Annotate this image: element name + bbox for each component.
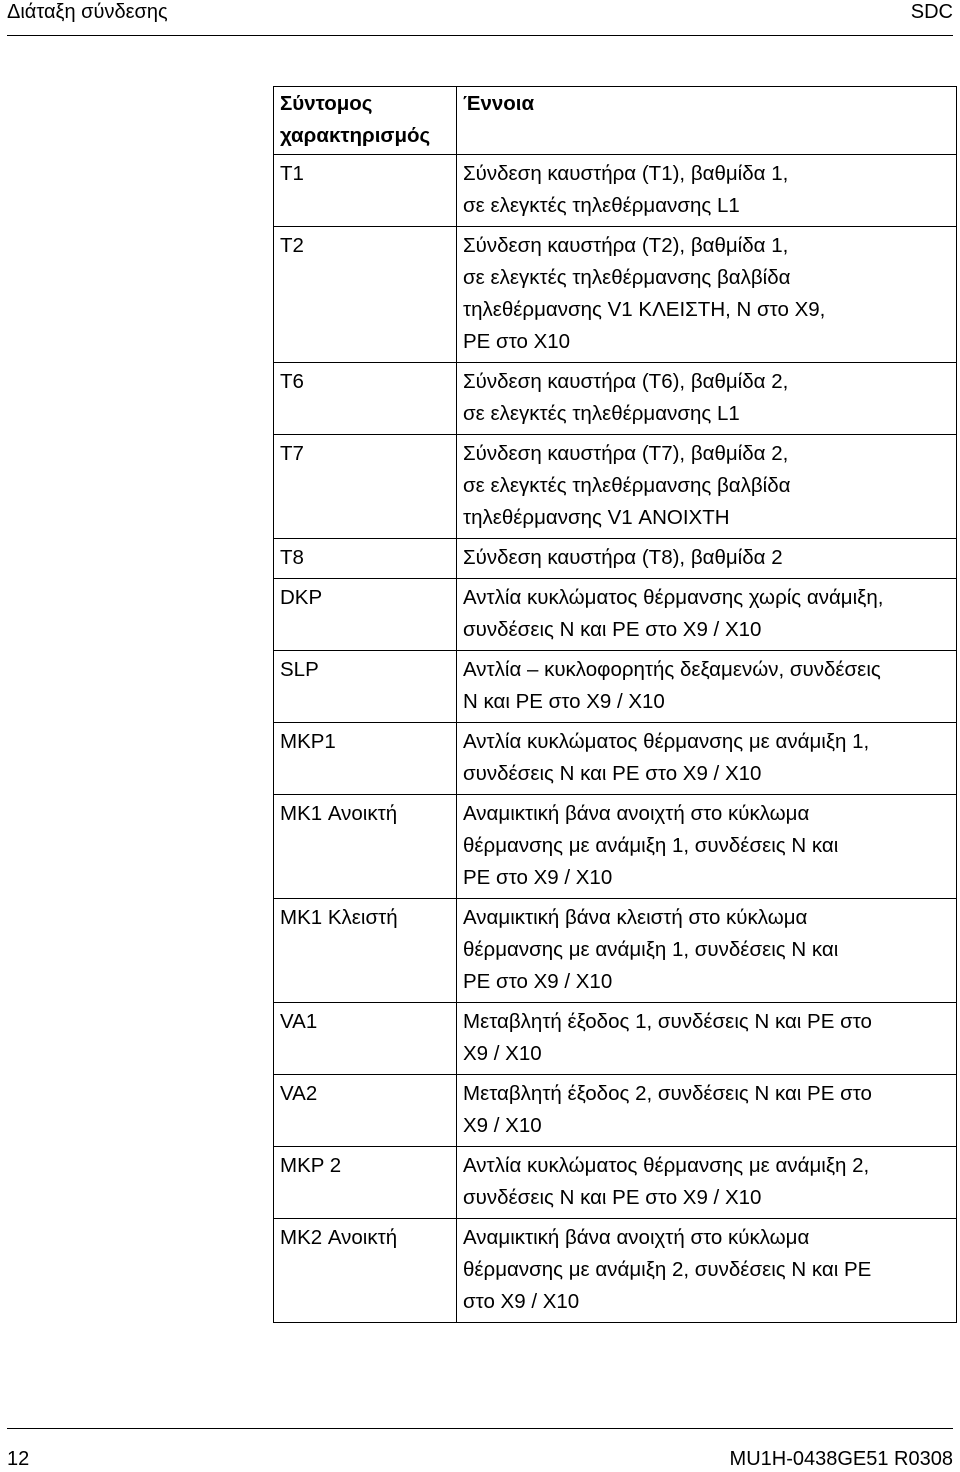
section-title: Διάταξη σύνδεσης: [7, 1, 168, 23]
table-row: [274, 155, 957, 227]
table-row: [274, 227, 957, 363]
page-number: 12: [7, 1448, 30, 1470]
term-cell: T7: [274, 435, 457, 539]
meaning-cell: Αναμικτική βάνα κλειστή στο κύκλωμα θέρμανσης με ανάμιξη 1, συνδέσεις N και PE στο X9 / X10: [457, 899, 957, 1003]
device-name: SDC: [910, 1, 953, 23]
table-row: [274, 579, 957, 651]
footer-divider: [7, 1428, 953, 1429]
table-row: [274, 363, 957, 435]
table-header-row: [274, 87, 957, 155]
meaning-cell: Αντλία κυκλώματος θέρμανσης χωρίς ανάμιξη, συνδέσεις N και PE στο X9 / X10: [457, 579, 957, 651]
meaning-cell: Σύνδεση καυστήρα (T7), βαθμίδα 2, σε ελεγκτές τηλεθέρμανσης βαλβίδα τηλεθέρμανσης V1 ΑΝΟΙΧΤΗ: [457, 435, 957, 539]
connection-legend-table: [273, 86, 957, 1323]
column-header-meaning: Έννοια: [457, 87, 957, 155]
table-row: [274, 1003, 957, 1075]
meaning-cell: Αντλία κυκλώματος θέρμανσης με ανάμιξη 2, συνδέσεις N και PE στο X9 / X10: [457, 1147, 957, 1219]
term-cell: T1: [274, 155, 457, 227]
column-header-term: Σύντομος χαρακτηρισμός: [274, 87, 457, 155]
term-cell: SLP: [274, 651, 457, 723]
meaning-cell: Σύνδεση καυστήρα (T8), βαθμίδα 2: [457, 539, 957, 579]
meaning-cell: Μεταβλητή έξοδος 1, συνδέσεις N και PE στο X9 / X10: [457, 1003, 957, 1075]
table-row: [274, 539, 957, 579]
meaning-cell: Σύνδεση καυστήρα (T1), βαθμίδα 1, σε ελεγκτές τηλεθέρμανσης L1: [457, 155, 957, 227]
term-cell: T8: [274, 539, 457, 579]
term-cell: VA2: [274, 1075, 457, 1147]
meaning-cell: Σύνδεση καυστήρα (T2), βαθμίδα 1, σε ελεγκτές τηλεθέρμανσης βαλβίδα τηλεθέρμανσης V1 ΚΛΕΙΣΤΗ, N στο X9, PE στο X10: [457, 227, 957, 363]
table-row: [274, 651, 957, 723]
term-cell: T6: [274, 363, 457, 435]
term-cell: MKP1: [274, 723, 457, 795]
header-divider: [7, 35, 953, 36]
meaning-cell: Αντλία – κυκλοφορητής δεξαμενών, συνδέσεις N και PE στο X9 / X10: [457, 651, 957, 723]
term-cell: VA1: [274, 1003, 457, 1075]
term-cell: DKP: [274, 579, 457, 651]
table-row: [274, 723, 957, 795]
term-cell: MK1 Ανοικτή: [274, 795, 457, 899]
meaning-cell: Αναμικτική βάνα ανοιχτή στο κύκλωμα θέρμανσης με ανάμιξη 1, συνδέσεις N και PE στο X9 / X10: [457, 795, 957, 899]
term-cell: MK1 Κλειστή: [274, 899, 457, 1003]
meaning-cell: Αναμικτική βάνα ανοιχτή στο κύκλωμα θέρμανσης με ανάμιξη 2, συνδέσεις N και PE στο X9 / X10: [457, 1219, 957, 1323]
meaning-cell: Αντλία κυκλώματος θέρμανσης με ανάμιξη 1, συνδέσεις N και PE στο X9 / X10: [457, 723, 957, 795]
meaning-cell: Σύνδεση καυστήρα (T6), βαθμίδα 2, σε ελεγκτές τηλεθέρμανσης L1: [457, 363, 957, 435]
table-row: [274, 1075, 957, 1147]
document-code: MU1H-0438GE51 R0308: [729, 1448, 953, 1470]
table-row: [274, 435, 957, 539]
meaning-cell: Μεταβλητή έξοδος 2, συνδέσεις N και PE στο X9 / X10: [457, 1075, 957, 1147]
term-cell: MK2 Ανοικτή: [274, 1219, 457, 1323]
term-cell: MKP 2: [274, 1147, 457, 1219]
term-cell: T2: [274, 227, 457, 363]
table-row: [274, 795, 957, 899]
table-row: [274, 1147, 957, 1219]
table-row: [274, 899, 957, 1003]
table-row: [274, 1219, 957, 1323]
